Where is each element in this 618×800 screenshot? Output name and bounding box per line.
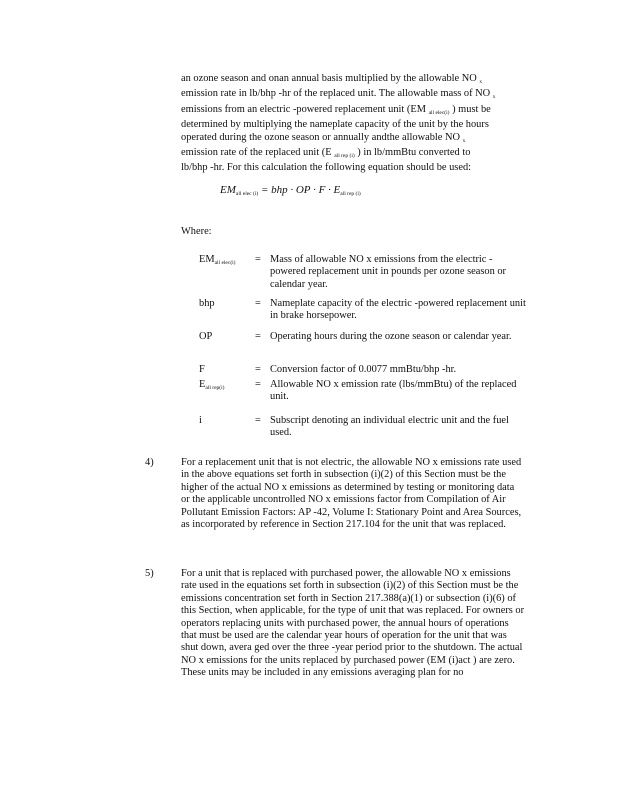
definition-text: Mass of allowable NO x emissions from the electric - powered replacement unit in pounds per ozone season or calendar year.	[270, 254, 507, 290]
equation-rhs: = bhp · OP · F · E	[260, 184, 341, 196]
definition-text: Operating hours during the ozone season or calendar year.	[270, 331, 512, 342]
definition-text: Nameplate capacity of the electric -powered replacement unit in brake horsepower.	[270, 298, 526, 322]
definition-equals: =	[255, 298, 261, 309]
intro-line: emissions from an electric -powered replacement unit (EM $_{all elec(i)}$ ) must be	[181, 103, 491, 116]
intro-line: determined by multiplying the nameplate capacity of the unit by the hours	[181, 119, 489, 131]
definition-term: $E_{all rep(i)}$	[199, 379, 225, 391]
definition-term: OP	[199, 331, 213, 342]
intro-line: emission rate of the replaced unit (E $_{all rep (i)}$ ) in lb/mmBtu converted to	[181, 147, 471, 160]
definition-equals: =	[255, 379, 261, 390]
definition-term: i	[199, 415, 202, 426]
definition-equals: =	[255, 331, 261, 342]
definition-text: Conversion factor of 0.0077 mmBtu/bhp -hr.	[270, 364, 457, 375]
definition-term: F	[199, 364, 205, 375]
definition-equals: =	[255, 415, 261, 426]
definition-term: $EM_{all elec(i)}$	[199, 254, 236, 266]
intro-line: emission rate in lb/bhp -hr of the replaced unit. The allowable mass of NO $_x$	[181, 88, 496, 101]
definition-equals: =	[255, 364, 261, 375]
equation	[220, 184, 361, 200]
item-number: 4)	[145, 457, 154, 468]
intro-paragraph	[181, 73, 538, 175]
intro-line: operated during the ozone season or annually andthe allowable NO $_x$	[181, 131, 466, 144]
item-text: For a replacement unit that is not electric, the allowable NO x emissions rate used in the above equations set forth in subsection (i)(2) of this Section must be the higher of the actual NO x emissions as determined by testing or monitoring data or the applicable uncontrolled NO x emissions factor from Compilation of Air Pollutant Emission Factors: AP -42, Volume I: Stationary Point and Area Sources, as incorporated by reference in Section 217.104 for the unit that was replaced.	[181, 457, 522, 531]
definition-text: Allowable NO x emission rate (lbs/mmBtu) of the replaced unit.	[270, 379, 517, 403]
definition-equals: =	[255, 254, 261, 265]
item-text: For a unit that is replaced with purchased power, the allowable NO x emissions rate used in the equations set forth in subsection (i)(2) of this Section must be the emissions concentration set forth in Section 217.388(a)(1) or subsection (i)(6) of this Section, when applicable, for the type of unit that was replaced. For owners or operators replacing units with purchased power, the annual hours of operations that must be used are the calendar year hours of operation for the unit that was shut down, avera ged over the three -year period prior to the shutdown. The actual NO x emissions for the units replaced by purchased power (EM (i)act ) are zero. These units may be included in any emissions averaging plan for no	[181, 568, 525, 679]
equation-lhs-subscript: all elec (i)	[235, 191, 259, 197]
equation-lhs: EM	[220, 184, 236, 196]
intro-line: lb/bhp -hr. For this calculation the following equation should be used:	[181, 162, 472, 174]
where-label: Where:	[181, 226, 212, 237]
intro-line: an ozone season and onan annual basis multiplied by the allowable NO $_x$	[181, 73, 483, 85]
item-number: 5)	[145, 568, 154, 579]
equation-rhs-subscript: all rep (i)	[340, 191, 361, 197]
definition-term: bhp	[199, 298, 215, 309]
definition-text: Subscript denoting an individual electric unit and the fuel used.	[270, 415, 509, 439]
